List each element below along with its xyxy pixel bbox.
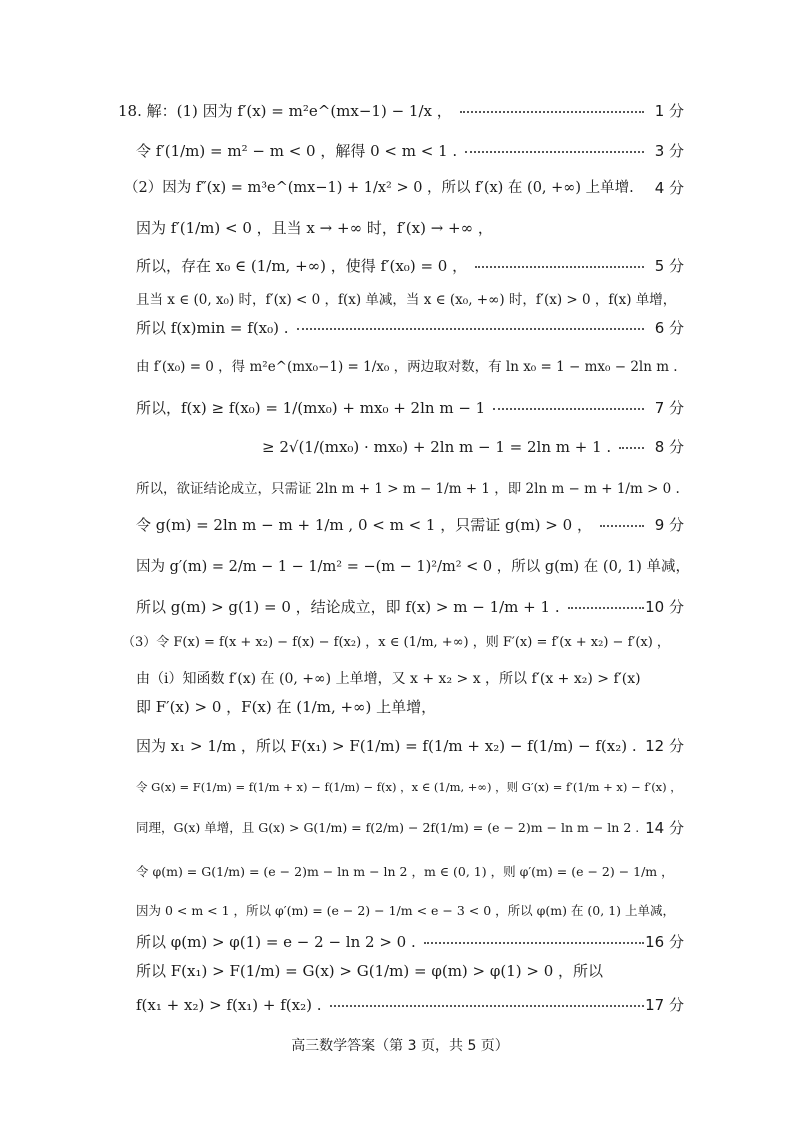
solution-line [0, 692, 800, 722]
dot-leader [465, 151, 644, 153]
dot-leader [568, 607, 644, 609]
score-label: 10 分 [645, 598, 684, 616]
score-label: 3 分 [654, 142, 684, 160]
score-label: 1 分 [654, 102, 684, 120]
line-text: 所以 F(x₁) > F(1/m) = G(x) > G(1/m) = φ(m) > φ(1) > 0 ，所以 [136, 962, 604, 980]
line-text: 令 φ(m) = G(1/m) = (e − 2)m − ln m − ln 2 ，m ∈ (0, 1) ，则 φ′(m) = (e − 2) − 1/m ， [136, 864, 674, 879]
solution-line [0, 96, 800, 126]
score-label: 5 分 [654, 257, 684, 275]
solution-line [0, 313, 800, 343]
solution-line [0, 510, 800, 540]
line-text: 因为 f′(1/m) < 0 ，且当 x → +∞ 时，f′(x) → +∞ ， [136, 219, 493, 237]
score-label: 16 分 [645, 933, 684, 951]
line-text: 令 G(x) = F(1/m) = f(1/m + x) − f(1/m) − f(x) ，x ∈ (1/m, +∞) ，则 G′(x) = f′(1/m + x) − f′(x) ， [136, 780, 682, 794]
solution-line [0, 136, 800, 166]
solution-line [0, 592, 800, 622]
score-label: 12 分 [645, 737, 684, 755]
line-text: 所以，存在 x₀ ∈ (1/m, +∞) ，使得 f′(x₀) = 0 ， [136, 257, 468, 275]
dot-leader [619, 447, 644, 449]
solution-line [0, 664, 800, 694]
line-text: 因为 0 < m < 1 ，所以 φ′(m) = (e − 2) − 1/m < e − 3 < 0 ，所以 φ(m) 在 (0, 1) 上单减， [136, 903, 675, 918]
score-label: 4 分 [654, 179, 684, 197]
dot-leader [460, 111, 644, 113]
solution-line [0, 956, 800, 986]
solution-line [0, 474, 800, 504]
line-text: 令 g(m) = 2ln m − m + 1/m , 0 < m < 1 ，只需证 g(m) > 0 ， [136, 516, 592, 534]
solution-line [0, 352, 800, 382]
solution-line [0, 896, 800, 926]
solution-line [0, 393, 800, 423]
line-text: 由（ⅰ）知函数 f′(x) 在 (0, +∞) 上单增，又 x + x₂ > x ，所以 f′(x + x₂) > f′(x) [136, 671, 641, 687]
line-text: 18. 解：(1) 因为 f′(x) = m²e^(mx−1) − 1/x ， [118, 102, 452, 120]
line-text: 所以 φ(m) > φ(1) = e − 2 − ln 2 > 0 . [136, 933, 416, 951]
page-footer: 高三数学答案（第 3 页，共 5 页） [291, 1038, 509, 1054]
line-text: 同理，G(x) 单增，且 G(x) > G(1/m) = f(2/m) − 2f(1/m) = (e − 2)m − ln m − ln 2 . [136, 820, 640, 835]
solution-line [0, 731, 800, 761]
score-label: 17 分 [645, 996, 684, 1014]
solution-line [0, 990, 800, 1020]
solution-line [0, 628, 800, 658]
solution-line [0, 857, 800, 887]
solution-line [0, 251, 800, 281]
line-text: （3）令 F(x) = f(x + x₂) − f(x) − f(x₂) ，x ∈ (1/m, +∞) ，则 F′(x) = f′(x + x₂) − f′(x) ， [122, 635, 670, 650]
dot-leader [493, 408, 644, 410]
line-text: 所以 f(x)min = f(x₀) . [136, 319, 289, 337]
score-label: 14 分 [645, 819, 684, 837]
line-text: 且当 x ∈ (0, x₀) 时，f′(x) < 0 ，f(x) 单减，当 x ∈ (x₀, +∞) 时，f′(x) > 0 ，f(x) 单增， [136, 292, 677, 308]
score-label: 9 分 [654, 516, 684, 534]
dot-leader [600, 525, 644, 527]
score-label: 7 分 [654, 399, 684, 417]
dot-leader [297, 328, 644, 330]
solution-line [0, 285, 800, 315]
line-text: 因为 g′(m) = 2/m − 1 − 1/m² = −(m − 1)²/m² < 0 ，所以 g(m) 在 (0, 1) 单减， [136, 559, 691, 575]
line-text: 所以 g(m) > g(1) = 0 ，结论成立，即 f(x) > m − 1/m + 1 . [136, 598, 560, 616]
solution-line [0, 813, 800, 843]
dot-leader [330, 1005, 644, 1007]
line-text: 所以，欲证结论成立，只需证 2ln m + 1 > m − 1/m + 1 ，即 2ln m − m + 1/m > 0 . [136, 481, 680, 497]
solution-line [0, 173, 800, 203]
line-text: 即 F′(x) > 0 ，F(x) 在 (1/m, +∞) 上单增， [136, 698, 437, 716]
line-text: f(x₁ + x₂) > f(x₁) + f(x₂) . [136, 996, 322, 1014]
dot-leader [475, 266, 644, 268]
line-text: 所以，f(x) ≥ f(x₀) = 1/(mx₀) + mx₀ + 2ln m − 1 [136, 399, 486, 417]
line-text: ≥ 2√(1/(mx₀) · mx₀) + 2ln m − 1 = 2ln m + 1 . [262, 438, 612, 456]
solution-line [0, 772, 800, 802]
solution-line [0, 552, 800, 582]
score-label: 6 分 [654, 319, 684, 337]
solution-line [0, 213, 800, 243]
line-text: 由 f′(x₀) = 0 ，得 m²e^(mx₀−1) = 1/x₀ ，两边取对数，有 ln x₀ = 1 − mx₀ − 2ln m . [136, 359, 678, 375]
line-text: 令 f′(1/m) = m² − m < 0 ，解得 0 < m < 1 . [136, 142, 458, 160]
score-label: 8 分 [654, 438, 684, 456]
line-text: （2）因为 f″(x) = m³e^(mx−1) + 1/x² > 0 ，所以 f′(x) 在 (0, +∞) 上单增. [124, 180, 634, 196]
solution-line [0, 927, 800, 957]
solution-line [0, 432, 800, 462]
line-text: 因为 x₁ > 1/m ，所以 F(x₁) > F(1/m) = f(1/m + x₂) − f(1/m) − f(x₂) . [136, 737, 637, 755]
dot-leader [424, 942, 644, 944]
